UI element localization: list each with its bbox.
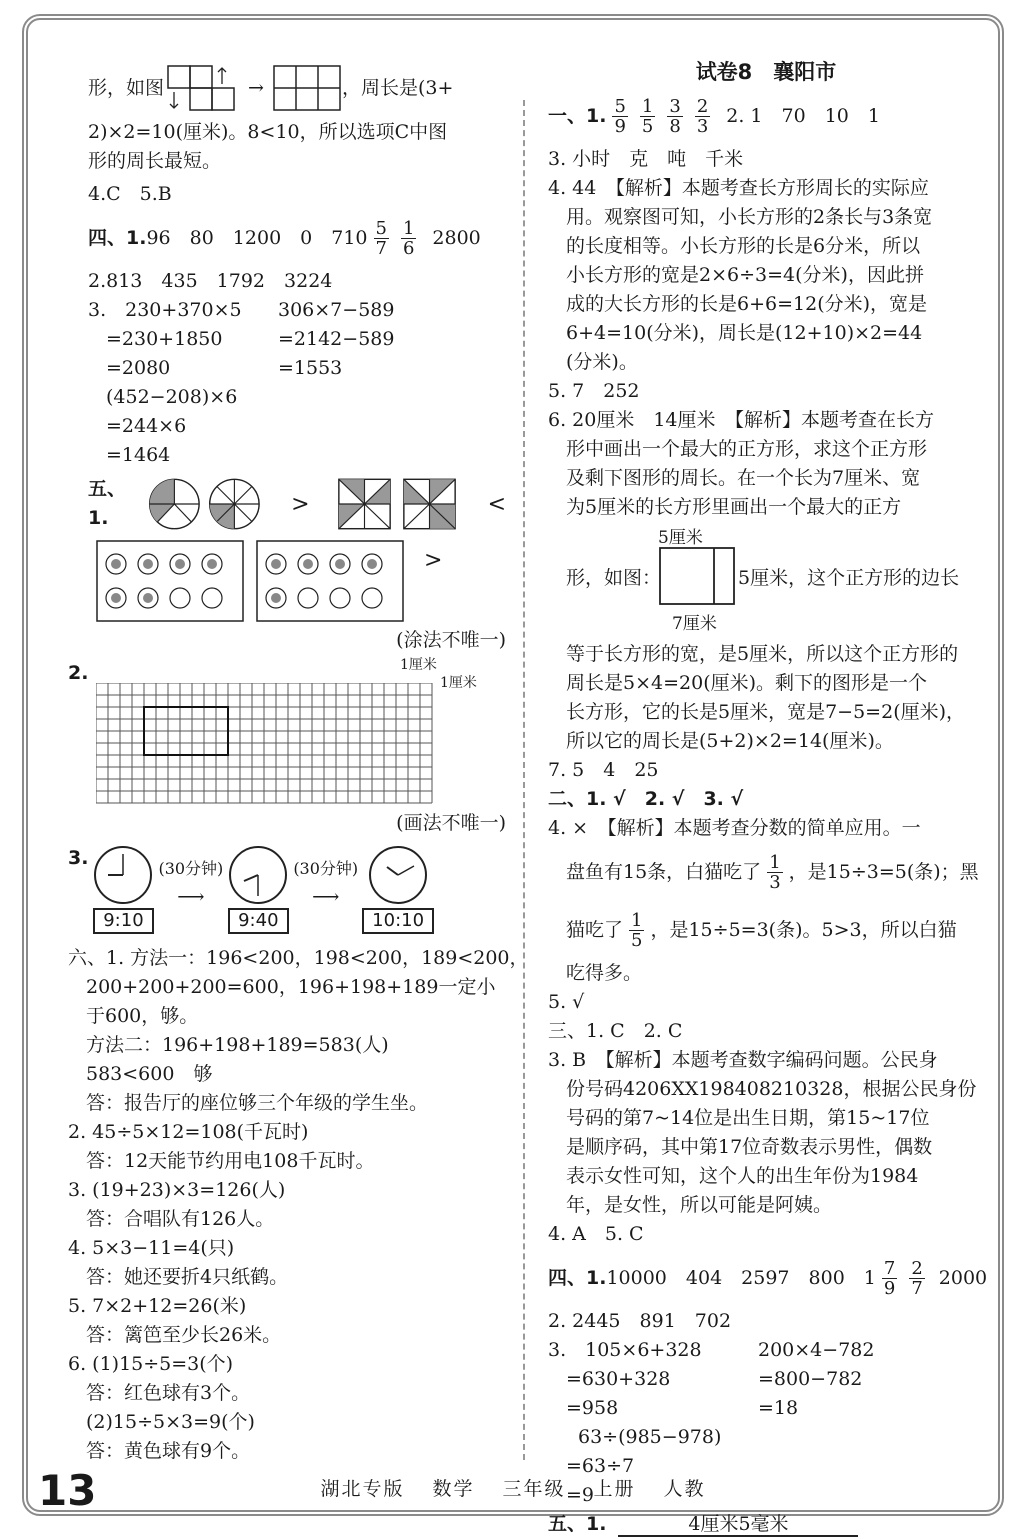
grid-figure — [96, 683, 436, 809]
section-5-1: 五、1. > < — [88, 474, 506, 534]
column-divider — [523, 100, 525, 1460]
section-5-2: 2. 1厘米 1厘米 — [88, 659, 506, 809]
apple-box-a — [96, 540, 244, 622]
clock: 10:10 — [362, 844, 434, 934]
arrow-icon: → — [248, 76, 264, 99]
section-6: 六、1. 方法一：196<200，198<200，189<200， 200+200+200=600，196+198+189一定小 于600，够。 方法二：196+198+189=583(人) 583<600 够 答：报告厅的座位够三个年级的学生坐。 2. 45÷5×12=108(千瓦时) 答：12天能节约用电108千瓦时。 3. (19+23)×3=126(人) 答：合唱队有126人。 4. 5×3−11=4(只) 答：她还要折4只纸鹤。 5. 7×2+12=26(米) 答：篱笆至少长26米。 6. (1)15÷5=3(个) 答：红色球有3个。 (2)15÷5×3=9(个) 答：黄色球有9个。 — [68, 947, 529, 1462]
rectangle-diagram — [658, 546, 738, 610]
page-title: 试卷8 襄阳市 — [695, 60, 837, 84]
calc-block-right: 3. 105×6+328 200×4−782 =630+328 =800−782 =958 =18 63÷(985−978) =63÷7 =9 — [548, 1339, 875, 1506]
right-column: 试卷8 襄阳市 一、1. $\frac{5}{9}$ $\frac{1}{5}$ $\frac{3}{8}$ $\frac{2}{3}$ 2. 1 70 10 1 3. 小时 克 吨 千米 4. 44 【解析】本题考查长方形周长的实际应 用。观察图可知，小长方形的2条长与3条宽 的长度相等。小长方形的长是6分米，所以 小长方形的宽是2×6÷3=4(分米)，因此拼 成的大长方形的长是6+6=12(分米)，宽是 6+4=10(分米)，周长是(12+10)×2=44 (分米)。 5. 7 252 6. 20厘米 14厘米 【解析】本题考查在长方 形中画出一个最大的正方形，求这个正方形 及剩下图形的周长。在一个长为7厘米、宽 为5厘米的长方形里画出一个最大的正方 5厘米 形，如图： 5厘米，这个正方形的边长 7厘米 等于长方形的宽，是5厘米，所以这个正方形的 周长是5×4=20(厘米)。剩下的图形是一个 长方形，它的长是5厘米，宽是7−5=2(厘米)， 所以它的周长是(5+2)×2=14(厘米)。 7. 5 4 25 二、1. √ 2. √ 3. √ 4. × 【解析】本题考查分数的简单应用。一 盘鱼有15条，白猫吃了 $\frac{1}{3}$ ，是15÷3=5(条)；黑 猫吃了 $\frac{1}{5}$ ，是15÷5=3(条)。5>3，所以白猫 吃得多。 5. √ 三、1. C 2. C 3. B 【解析】本题考查数字编码问题。公民身 份号码4206XX198408210328，根据公民身份 号码的第7~14位是出生日期，第15~17位 是顺序码，其中第17位奇数表示男性，偶数 表示女性可知，这个人的出生年份为1984 年，是女性，所以可能是阿姨。 4. A 5. C 四、1. 10000 404 2597 800 1 $\frac{7}{9}$ $\frac{2}{7}$ 2000 2. 2445 891 702 3. 105×6+328 200×4−782 =630+328 =800−782 =958 =18 63÷(985−978) =63÷7 =9 五、1. 4厘米5毫米 — [548, 58, 984, 1539]
answer-line: 形的周长最短。 — [88, 150, 222, 172]
calc-block: 3. 230+370×5 306×7−589 =230+1850 =2142−589 =2080 =1553 (452−208)×6 =244×6 =1464 — [88, 299, 395, 466]
section-5-3: 3. 9:10 (30分钟) ⟶ 9:40 (30分钟) ⟶ 10:10 — [88, 844, 506, 944]
answer-line: 5. 7 252 — [548, 380, 640, 402]
square-figure-a — [336, 475, 393, 533]
section-5-1-right: 五、1. 4厘米5毫米 — [548, 1510, 984, 1539]
section-1-1: 一、1. $\frac{5}{9}$ $\frac{1}{5}$ $\frac{3}{8}$ $\frac{2}{3}$ 2. 1 70 10 1 — [548, 95, 880, 137]
shape-figure-a — [164, 62, 240, 114]
answer-line: 7. 5 4 25 — [548, 759, 659, 781]
fraction: $\frac{5}{7}$ — [375, 217, 387, 259]
apple-box-b — [256, 540, 404, 622]
answer-line: 3. 小时 克 吨 千米 — [548, 148, 744, 170]
section-1-6: 6. 20厘米 14厘米 【解析】本题考查在长方 形中画出一个最大的正方形，求这个正方形 及剩下图形的周长。在一个长为7厘米、宽 为5厘米的长方形里画出一个最大的正方 — [548, 409, 935, 518]
note: (涂法不唯一) — [396, 629, 506, 651]
page-number: 13 — [38, 1466, 97, 1515]
section-4-1-right: 四、1. 10000 404 2597 800 1 $\frac{7}{9}$ $\frac{2}{7}$ 2000 — [548, 1257, 988, 1299]
rect-figure: 5厘米 形，如图： 5厘米，这个正方形的边长 7厘米 — [566, 528, 960, 634]
pie-figure-b — [204, 475, 265, 533]
note: (画法不唯一) — [396, 812, 506, 834]
footer: 湖北专版 数学 三年级 上册 人教 — [320, 1478, 706, 1500]
square-figure-b — [401, 475, 458, 533]
apple-boxes: > — [88, 540, 506, 626]
answer-line: 2)×2=10(厘米)。8<10，所以选项C中图 — [88, 121, 448, 143]
shape-figure-b — [272, 64, 342, 112]
section-4-1: 四、1. 96 80 1200 0 710 $\frac{5}{7}$ $\frac{1}{6}$ 2800 — [88, 217, 481, 259]
measure-line: 4厘米5毫米 — [618, 1513, 858, 1537]
section-1-6-cont: 等于长方形的宽，是5厘米，所以这个正方形的 周长是5×4=20(厘米)。剩下的图形是一个 长方形，它的长是5厘米，宽是7−5=2(厘米)， 所以它的周长是(5+2)×2=14(厘米)。 — [566, 643, 966, 752]
answer-line: 形，如图 → ，周长是(3+ — [88, 58, 506, 118]
left-column — [68, 58, 529, 1466]
clock-icon — [227, 844, 289, 906]
answer-line: 4.C 5.B — [88, 183, 172, 205]
section-1-4: 4. 44 【解析】本题考查长方形周长的实际应 用。观察图可知，小长方形的2条长与3条宽 的长度相等。小长方形的长是6分米，所以 小长方形的宽是2×6÷3=4(分米)，因此拼 成的大长方形的长是6+6=12(分米)，宽是 6+4=10(分米)，周长是(12+10)×2=44 (分米)。 — [548, 177, 933, 373]
clock-icon — [367, 844, 429, 906]
fraction: $\frac{1}{6}$ — [402, 217, 415, 259]
clock: 9:10 — [92, 844, 154, 934]
arrow-icon: ⟶ — [312, 886, 340, 908]
section-3-3: 3. B 【解析】本题考查数字编码问题。公民身 份号码4206XX198408210328，根据公民身份 号码的第7~14位是出生日期，第15~17位 是顺序码，其中第17位奇数表示男性，偶数 表示女性可知，这个人的出生年份为1984 年，是女性，所以可能是阿姨。 — [548, 1049, 977, 1216]
clock: 9:40 — [227, 844, 289, 934]
pie-figure-a — [144, 475, 205, 533]
clock-icon — [92, 844, 154, 906]
answer-line: 猫吃了 $\frac{1}{5}$ ，是15÷5=3(条)。5>3，所以白猫 — [566, 909, 957, 951]
arrow-icon: ⟶ — [177, 886, 205, 908]
answer-line: 2.813 435 1792 3224 — [88, 270, 333, 292]
answer-line: 二、1. √ 2. √ 3. √ — [548, 788, 744, 810]
answer-line: 盘鱼有15条，白猫吃了 $\frac{1}{3}$ ，是15÷3=5(条)；黑 — [566, 851, 979, 893]
answer-line: 4. × 【解析】本题考查分数的简单应用。一 — [548, 817, 921, 839]
